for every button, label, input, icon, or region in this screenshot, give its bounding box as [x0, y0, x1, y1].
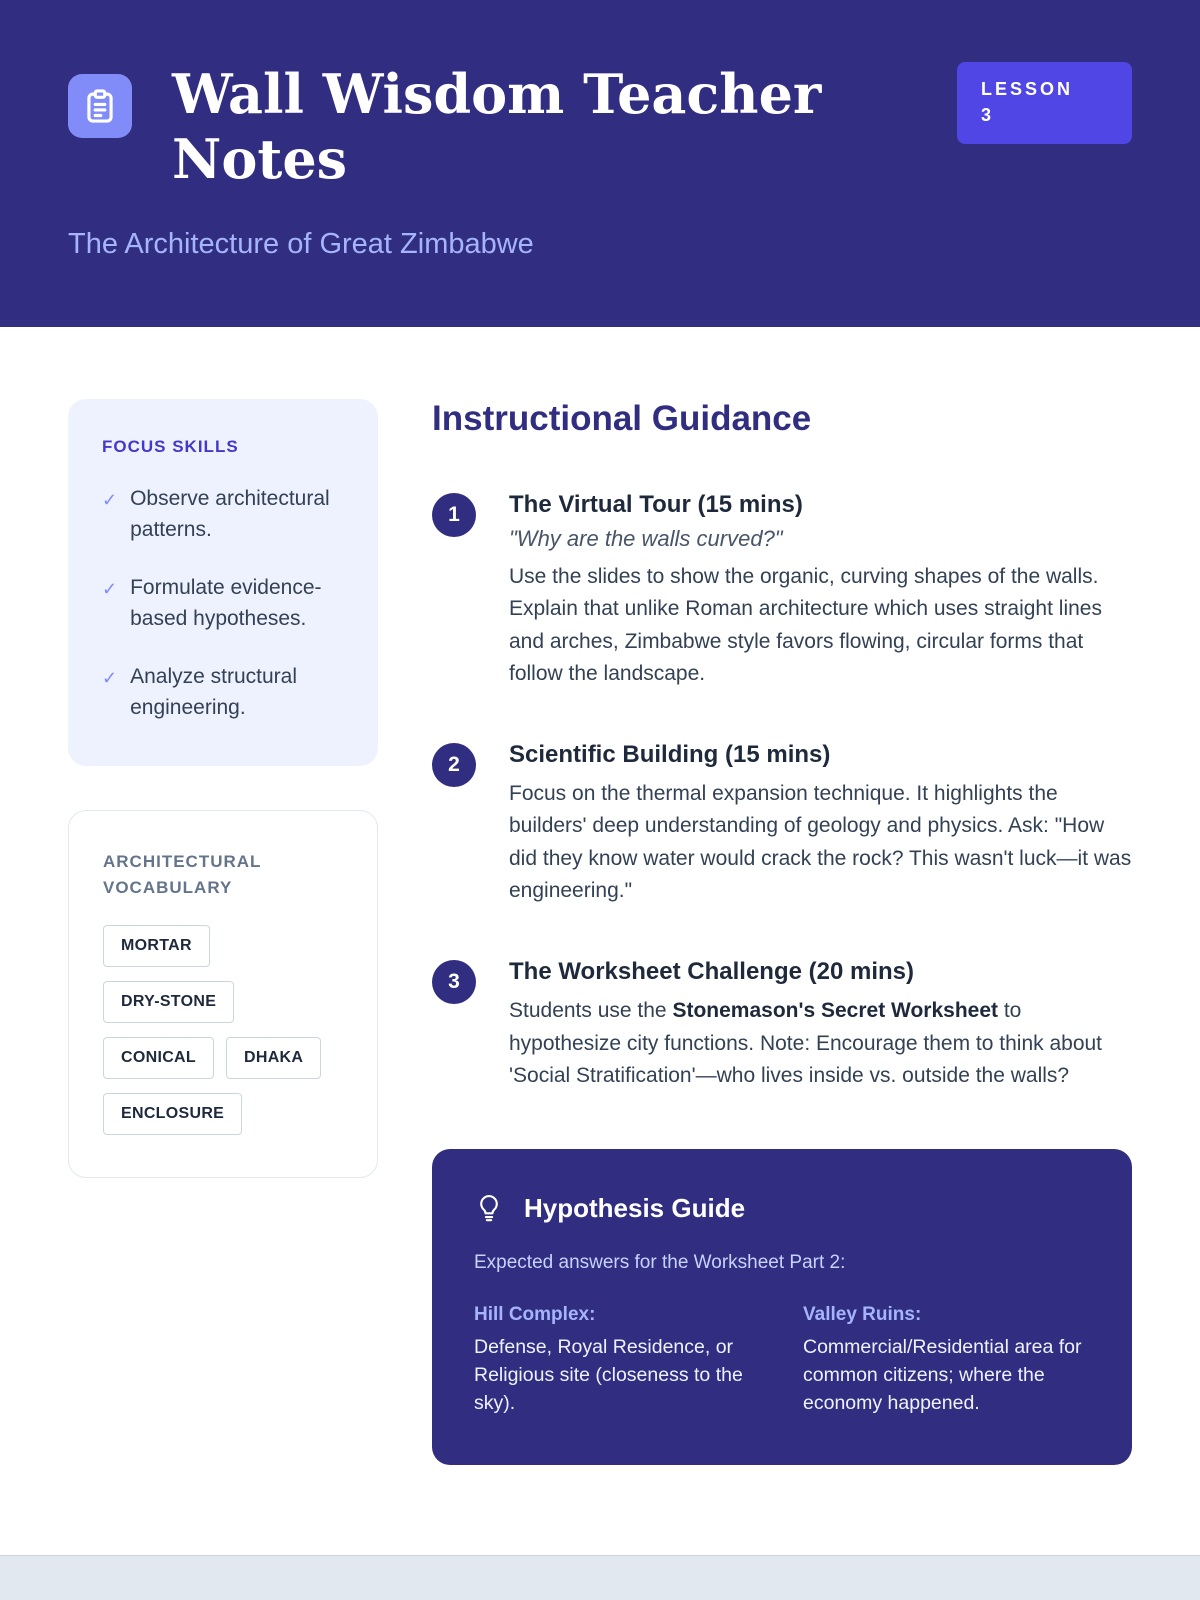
lesson-badge-label: LESSON — [981, 79, 1074, 99]
clipboard-icon — [68, 74, 132, 138]
skill-label: Formulate evidence-based hypotheses. — [130, 575, 322, 631]
list-item — [102, 661, 344, 724]
hypothesis-column-valley-ruins — [803, 1304, 1090, 1418]
list-item — [102, 483, 344, 546]
hypothesis-guide-card — [432, 1149, 1132, 1466]
step-number-badge: 3 — [432, 960, 476, 1004]
step-body-bold-text: Stonemason's Secret Worksheet — [672, 998, 999, 1022]
focus-skills-heading: FOCUS SKILLS — [102, 436, 239, 456]
hypothesis-guide-intro: Expected answers for the Worksheet Part 2: — [474, 1251, 846, 1273]
vocabulary-tag: CONICAL — [103, 1037, 214, 1079]
vocabulary-tag-list — [103, 925, 335, 1135]
step-title: Scientific Building (15 mins) — [509, 740, 831, 768]
vocabulary-tag: DRY-STONE — [103, 981, 234, 1023]
check-icon: ✓ — [102, 578, 118, 599]
check-icon: ✓ — [102, 489, 118, 510]
hypothesis-column-text: Commercial/Residential area for common citizens; where the economy happened. — [803, 1335, 1082, 1415]
guidance-section — [432, 399, 1132, 1466]
vocabulary-card — [68, 810, 378, 1179]
guidance-step-2 — [432, 741, 1132, 908]
step-title: The Worksheet Challenge (20 mins) — [509, 957, 914, 985]
page-subtitle: The Architecture of Great Zimbabwe — [68, 227, 534, 260]
vocabulary-tag: MORTAR — [103, 925, 210, 967]
check-icon: ✓ — [102, 667, 118, 688]
lesson-badge — [957, 62, 1132, 144]
hypothesis-guide-title: Hypothesis Guide — [524, 1192, 746, 1223]
hypothesis-guide-header — [474, 1193, 1090, 1224]
step-content — [509, 958, 1132, 1093]
page-header — [0, 0, 1200, 327]
step-title: The Virtual Tour (15 mins) — [509, 490, 803, 518]
vocabulary-heading: ARCHITECTURAL VOCABULARY — [103, 851, 262, 897]
step-content — [509, 491, 1132, 691]
step-content — [509, 741, 1132, 908]
hypothesis-column-label: Hill Complex: — [474, 1303, 596, 1325]
step-body-text: Students use the — [509, 998, 673, 1022]
vocabulary-tag: ENCLOSURE — [103, 1093, 242, 1135]
hypothesis-column-text: Defense, Royal Residence, or Religious site (closeness to the sky). — [474, 1335, 743, 1415]
guidance-step-1 — [432, 491, 1132, 691]
step-number-badge: 2 — [432, 743, 476, 787]
hypothesis-column-label: Valley Ruins: — [803, 1303, 922, 1325]
list-item — [102, 572, 344, 635]
hypothesis-columns — [474, 1304, 1090, 1418]
header-top-row — [68, 62, 1132, 192]
guidance-step-3 — [432, 958, 1132, 1093]
step-body: Focus on the thermal expansion technique. It highlights the builders' deep understanding of geology and physics. Ask: "How did they know water would crack the rock? This wasn't luck—it was engineering." — [509, 781, 1132, 903]
step-quote: "Why are the walls curved?" — [509, 525, 783, 551]
page-footer — [0, 1555, 1200, 1600]
skill-label: Observe architectural patterns. — [130, 486, 330, 542]
guidance-heading: Instructional Guidance — [432, 398, 812, 438]
hypothesis-column-hill-complex — [474, 1304, 761, 1418]
lesson-badge-number: 3 — [981, 105, 995, 126]
focus-skills-card — [68, 399, 378, 766]
sidebar — [68, 399, 378, 1466]
skill-label: Analyze structural engineering. — [130, 664, 297, 720]
step-body — [509, 995, 1132, 1093]
vocabulary-tag: DHAKA — [226, 1037, 321, 1079]
page-title: Wall Wisdom Teacher Notes — [172, 62, 822, 191]
step-body: Use the slides to show the organic, curving shapes of the walls. Explain that unlike Roman architecture which uses straight lines and arches, Zimbabwe style favors flowing, circular forms that follow the landscape. — [509, 564, 1102, 686]
main-content — [0, 327, 1200, 1466]
lightbulb-icon — [474, 1193, 504, 1223]
step-body-text: to hypothesize city functions. Note: Encourage them to think about 'Social Stratification'—who lives inside vs. outside the walls? — [509, 998, 1103, 1088]
step-number-badge: 1 — [432, 493, 476, 537]
